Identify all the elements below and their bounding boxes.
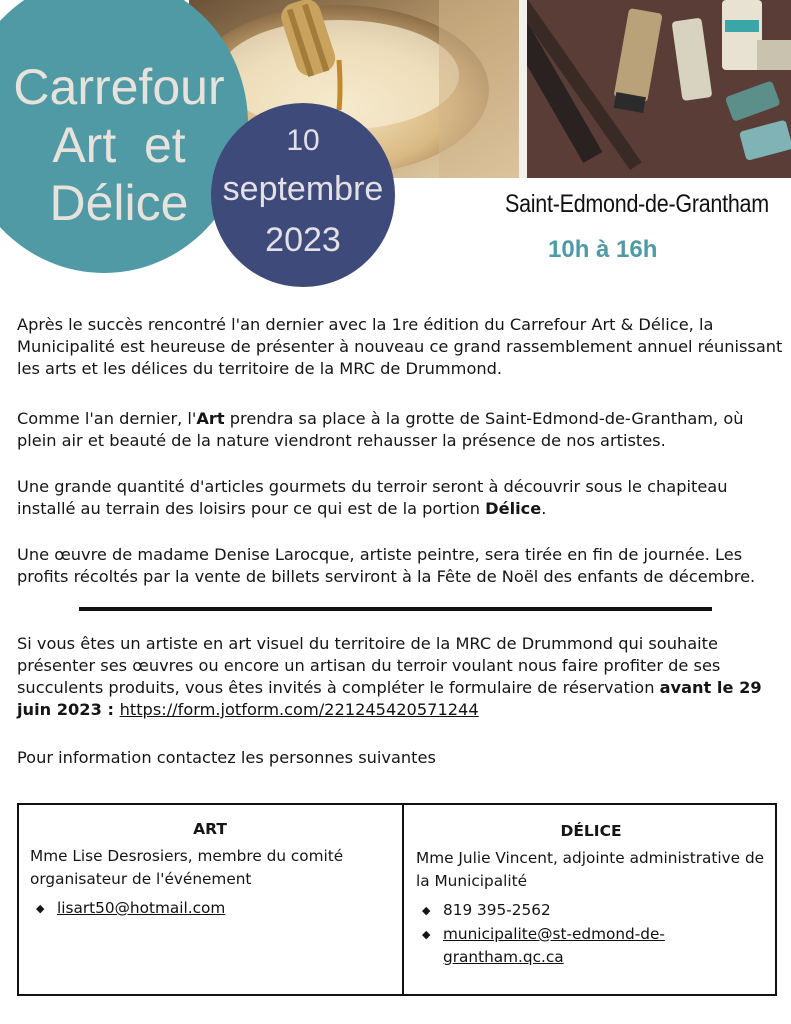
section-divider [79, 607, 712, 611]
paint-tubes-photo [527, 0, 791, 178]
delice-paragraph-start: Une grande quantité d'articles gourmets du terroir seront à découvrir sous le chapiteau installé au terrain des loisirs pour ce qui est de la portion [17, 477, 728, 518]
delice-paragraph [17, 476, 787, 520]
contact-art-column [30, 805, 390, 922]
contact-art-email-link[interactable]: lisart50@hotmail.com [57, 899, 226, 917]
contact-delice-phone: 819 395-2562 [443, 901, 551, 919]
date-year: 2023 [265, 221, 341, 259]
delice-bold: Délice [485, 499, 542, 518]
art-paragraph-start: Comme l'an dernier, l' [17, 409, 197, 428]
registration-paragraph [17, 633, 787, 721]
photo-divider [519, 0, 527, 178]
date-month: septembre [222, 170, 384, 208]
bullet-icon: ◆ [36, 902, 45, 915]
paint-tubes-illustration [527, 0, 791, 178]
registration-form-link[interactable]: https://form.jotform.com/221245420571244 [119, 700, 479, 719]
event-hours: 10h à 16h [548, 236, 658, 263]
contact-delice-person: Mme Julie Vincent, adjointe administrative de la Municipalité [416, 849, 765, 890]
contact-delice-email-item [416, 923, 766, 969]
contact-delice-heading: DÉLICE [560, 822, 622, 840]
contact-delice-column [416, 805, 766, 970]
bullet-icon: ◆ [422, 904, 431, 917]
event-date [211, 120, 395, 264]
contact-delice-email-line1: municipalite@st-edmond-de- [443, 925, 665, 943]
contact-intro: Pour information contactez les personnes suivantes [17, 748, 436, 767]
contact-column-divider [402, 805, 404, 994]
registration-deadline: avant le 29 juin 2023 [17, 678, 762, 719]
registration-text: Si vous êtes un artiste en art visuel du territoire de la MRC de Drummond qui souhaite présenter ses œuvres ou encore un artisan du terroir voulant nous faire profiter de ses succulents produits, vous êtes invités à compléter le formulaire de réservation [17, 634, 721, 697]
title-line-1: Carrefour [13, 59, 225, 115]
intro-paragraph: Après le succès rencontré l'an dernier avec la 1re édition du Carrefour Art & Délice, la Municipalité est heureuse de présenter à nouveau ce grand rassemblement annuel réunissant les arts et les délices du territoire de la MRC de Drummond. [17, 315, 783, 378]
art-paragraph [17, 408, 787, 452]
contact-delice-email-line2: grantham.qc.ca [443, 948, 564, 966]
contact-art-person: Mme Lise Desrosiers, membre du comité organisateur de l'événement [30, 847, 344, 888]
date-day: 10 [286, 124, 320, 157]
title-line-2: Art et [52, 117, 186, 173]
art-paragraph-end: prendra sa place à la grotte de Saint-Edmond-de-Grantham, où plein air et beauté de la nature viendront rehausser la présence de nos artistes. [17, 409, 744, 450]
event-title [8, 58, 230, 232]
delice-paragraph-end: . [541, 499, 547, 518]
registration-colon: : [101, 700, 120, 719]
contact-delice-list [416, 899, 766, 969]
title-line-3: Délice [49, 175, 189, 231]
contact-art-heading: ART [193, 820, 227, 838]
contact-table [17, 803, 777, 996]
bullet-icon: ◆ [422, 928, 431, 941]
draw-paragraph: Une œuvre de madame Denise Larocque, artiste peintre, sera tirée en fin de journée. Les profits récoltés par la vente de billets serviront à la Fête de Noël des enfants de décembre. [17, 545, 756, 586]
contact-delice-phone-item [416, 899, 766, 922]
contact-art-email-item [30, 897, 390, 920]
event-location: Saint-Edmond-de-Grantham [505, 190, 769, 218]
contact-art-list [30, 897, 390, 920]
art-bold: Art [196, 409, 225, 428]
contact-delice-email-link[interactable] [443, 925, 665, 966]
